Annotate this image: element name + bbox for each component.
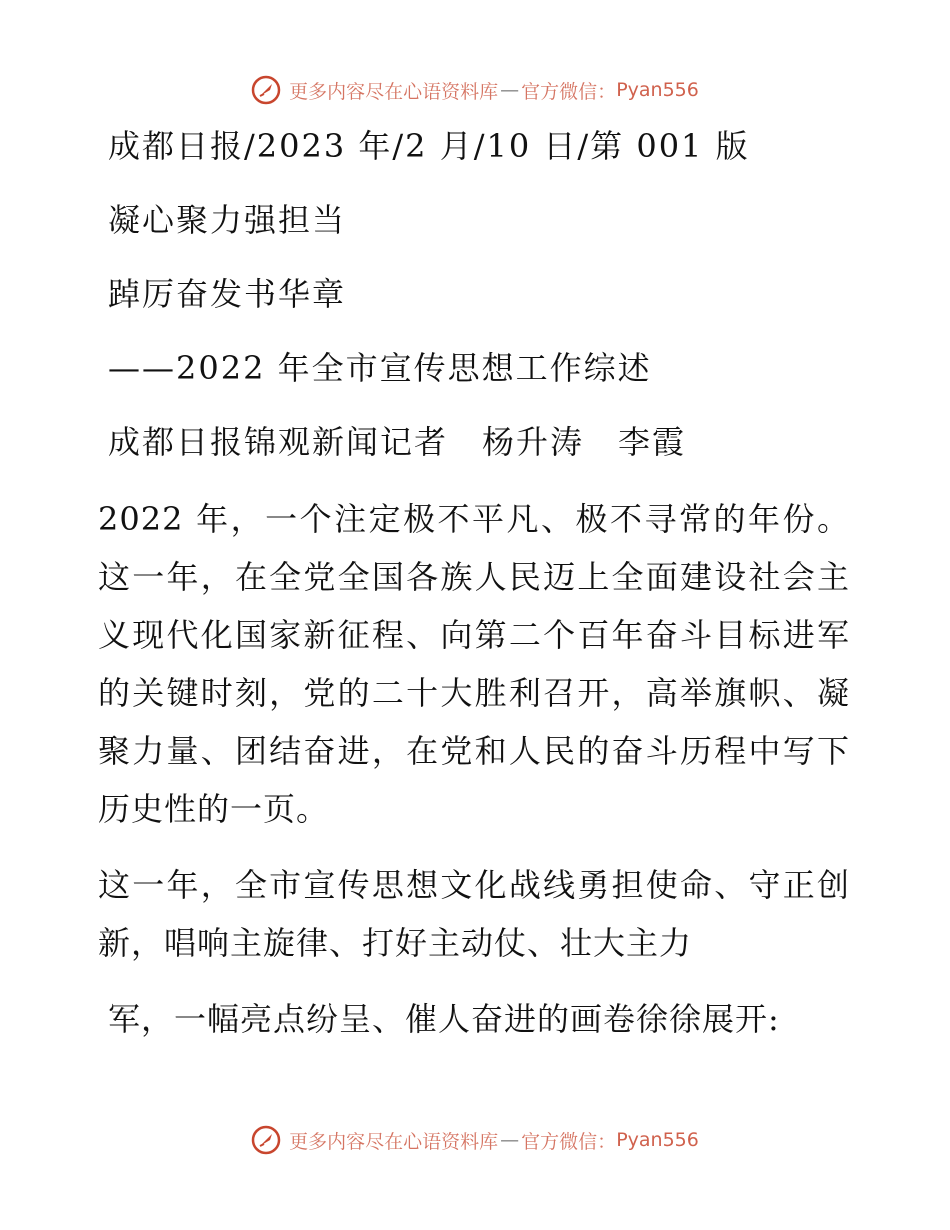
byline: 成都日报锦观新闻记者 杨升涛 李霞 [108,423,687,461]
header-watermark [0,70,950,110]
watermark-separator: — [500,1129,520,1151]
watermark-text: 更多内容尽在心语资料库 [289,1130,499,1153]
dateline: 成都日报/2023 年/2 月/10 日/第 001 版 [108,127,750,165]
watermark-separator: — [500,79,520,101]
body-paragraph: 2022 年，一个注定极不平凡、极不寻常的年份。这一年，在全党全国各族人民迈上全面建设社会主义现代化国家新征程、向第二个百年奋斗目标进军的关键时刻，党的二十大胜利召开，高举旗帜、凝聚力量、团结奋进，在党和人民的奋斗历程中写下历史性的一页。 [98,500,850,828]
quill-logo-icon [251,75,281,105]
watermark-contact-label: 官方微信： [521,1130,617,1153]
quill-logo-icon [251,1125,281,1155]
article-subtitle: ——2022 年全市宣传思想工作综述 [108,349,652,387]
watermark-contact-id: Pyan556 [616,79,699,101]
footer-watermark [0,1120,950,1160]
headline-secondary: 踔厉奋发书华章 [108,275,347,313]
body-paragraph: 这一年，全市宣传思想文化战线勇担使命、守正创新，唱响主旋律、打好主动仗、壮大主力 [98,866,850,962]
watermark-contact-label: 官方微信： [521,80,617,103]
watermark-contact-id: Pyan556 [616,1129,699,1151]
headline-primary: 凝心聚力强担当 [108,201,347,239]
watermark-text: 更多内容尽在心语资料库 [289,80,499,103]
body-paragraph: 军，一幅亮点纷呈、催人奋进的画卷徐徐展开: [108,1000,780,1038]
